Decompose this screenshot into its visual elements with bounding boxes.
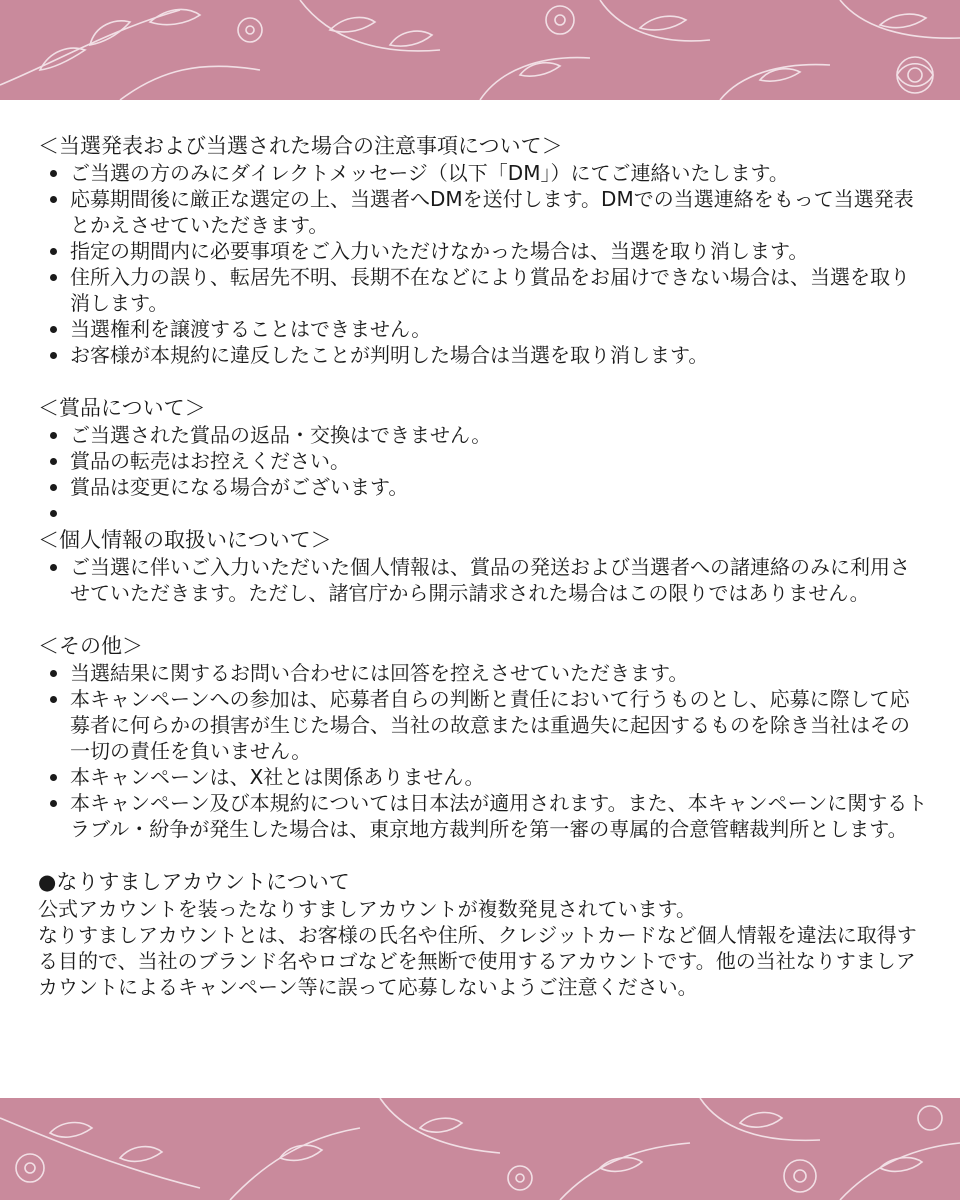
- section-winner-notes: [38, 132, 928, 368]
- list-item: 賞品は変更になる場合がございます。: [38, 474, 928, 500]
- list-item: 賞品の転売はお控えください。: [38, 448, 928, 474]
- bullet-list: [38, 422, 928, 526]
- section-prizes: [38, 394, 928, 526]
- top-floral-banner: [0, 0, 960, 100]
- list-item: 本キャンペーンは、X社とは関係ありません。: [38, 764, 928, 790]
- section-heading: ＜当選発表および当選された場合の注意事項について＞: [38, 134, 563, 158]
- empty-list-item: [38, 500, 928, 526]
- section-heading: ＜賞品について＞: [38, 396, 206, 420]
- list-item: 当選権利を譲渡することはできません。: [38, 316, 928, 342]
- section-heading: ＜個人情報の取扱いについて＞: [38, 528, 332, 552]
- floral-decoration-icon: [0, 1098, 960, 1200]
- list-item: ご当選の方のみにダイレクトメッセージ（以下「DM」）にてご連絡いたします。: [38, 160, 928, 186]
- list-item: 応募期間後に厳正な選定の上、当選者へDMを送付します。DMでの当選連絡をもって当選発表とかえさせていただきます。: [38, 186, 928, 238]
- impersonation-paragraph: なりすましアカウントとは、お客様の氏名や住所、クレジットカードなど個人情報を違法に取得する目的で、当社のブランド名やロゴなどを無断で使用するアカウントです。他の当社なりすましアカウントによるキャンペーン等に誤って応募しないようご注意ください。: [38, 923, 917, 999]
- terms-content: [38, 132, 928, 1000]
- section-impersonation: [38, 868, 928, 1000]
- section-other: [38, 632, 928, 842]
- impersonation-paragraph: 公式アカウントを装ったなりすましアカウントが複数発見されています。: [38, 897, 696, 921]
- bullet-list: [38, 660, 928, 842]
- bullet-list: [38, 160, 928, 368]
- bottom-floral-banner: [0, 1098, 960, 1200]
- list-item: 住所入力の誤り、転居先不明、長期不在などにより賞品をお届けできない場合は、当選を取り消します。: [38, 264, 928, 316]
- floral-decoration-icon: [0, 0, 960, 100]
- bullet-list: [38, 554, 928, 606]
- list-item: 指定の期間内に必要事項をご入力いただけなかった場合は、当選を取り消します。: [38, 238, 928, 264]
- list-item: ご当選された賞品の返品・交換はできません。: [38, 422, 928, 448]
- list-item: 本キャンペーン及び本規約については日本法が適用されます。また、本キャンペーンに関するトラブル・紛争が発生した場合は、東京地方裁判所を第一審の専属的合意管轄裁判所とします。: [38, 790, 928, 842]
- list-item: 当選結果に関するお問い合わせには回答を控えさせていただきます。: [38, 660, 928, 686]
- section-heading: ●なりすましアカウントについて: [38, 870, 350, 894]
- list-item: お客様が本規約に違反したことが判明した場合は当選を取り消します。: [38, 342, 928, 368]
- section-heading: ＜その他＞: [38, 634, 143, 658]
- list-item: 本キャンペーンへの参加は、応募者自らの判断と責任において行うものとし、応募に際して応募者に何らかの損害が生じた場合、当社の故意または重過失に起因するものを除き当社はその一切の責任を負いません。: [38, 686, 928, 764]
- list-item: ご当選に伴いご入力いただいた個人情報は、賞品の発送および当選者への諸連絡のみに利用させていただきます。ただし、諸官庁から開示請求された場合はこの限りではありません。: [38, 554, 928, 606]
- section-privacy: [38, 526, 928, 606]
